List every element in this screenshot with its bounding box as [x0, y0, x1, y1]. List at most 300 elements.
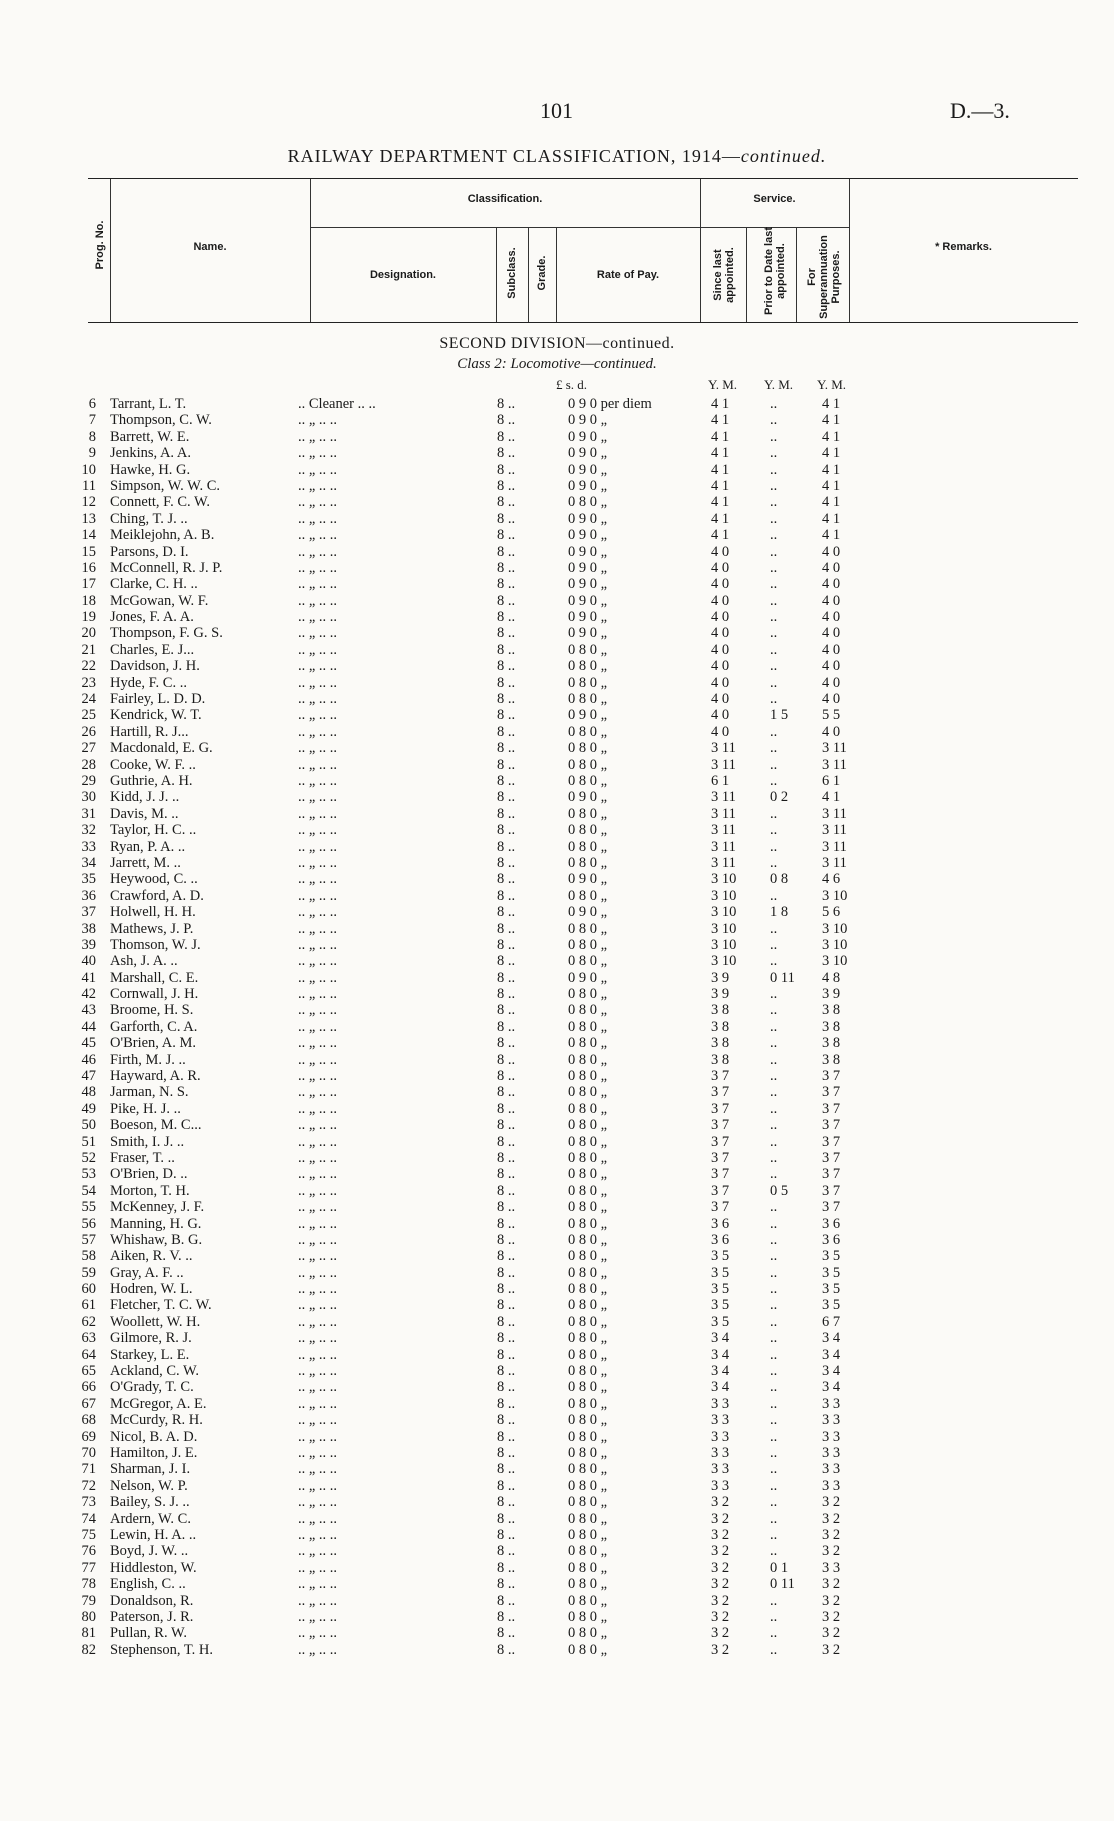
header-superannuation: For Superannuation Purposes.	[806, 235, 842, 319]
name-cell: Hodren, W. L.	[110, 1281, 193, 1298]
prog-no-cell: 60	[81, 1281, 96, 1298]
name-cell: Paterson, J. R.	[110, 1608, 194, 1625]
superannuation-cell: 4 1	[822, 494, 841, 511]
table-row	[0, 953, 1114, 969]
since-last-cell: 3 11	[711, 789, 736, 806]
superannuation-cell: 3 3	[822, 1559, 841, 1576]
prog-no-cell: 75	[81, 1526, 96, 1543]
since-last-cell: 4 0	[711, 691, 730, 708]
superannuation-cell: 3 7	[822, 1199, 841, 1216]
table-row	[0, 1412, 1114, 1428]
subclass-cell: 8 ..	[497, 1281, 516, 1298]
rate-of-pay-cell: 0 8 0 „	[568, 1084, 608, 1101]
designation-cell: .. „ .. ..	[298, 527, 338, 544]
rate-of-pay-cell: 0 8 0 „	[568, 1592, 608, 1609]
name-cell: O'Brien, A. M.	[110, 1035, 196, 1052]
table-row	[0, 970, 1114, 986]
rate-of-pay-cell: 0 8 0 „	[568, 1608, 608, 1625]
designation-cell: .. „ .. ..	[298, 1264, 338, 1281]
rate-of-pay-cell: 0 9 0 „	[568, 904, 608, 921]
header-subclass: Subclass.	[506, 247, 518, 299]
prog-no-cell: 51	[81, 1133, 96, 1150]
prior-to-cell: ..	[770, 1379, 778, 1396]
prog-no-cell: 14	[81, 527, 96, 544]
name-cell: Charles, E. J...	[110, 641, 195, 658]
since-last-cell: 3 3	[711, 1477, 730, 1494]
superannuation-cell: 3 2	[822, 1608, 841, 1625]
since-last-cell: 3 10	[711, 904, 737, 921]
name-cell: Hamilton, J. E.	[110, 1445, 198, 1461]
subclass-cell: 8 ..	[497, 1526, 516, 1543]
subclass-cell: 8 ..	[497, 1133, 516, 1150]
prior-to-cell: ..	[770, 1330, 778, 1347]
subclass-cell: 8 ..	[497, 953, 516, 970]
rate-of-pay-cell: 0 8 0 „	[568, 1526, 608, 1543]
rate-of-pay-cell: 0 8 0 „	[568, 1100, 608, 1117]
since-last-cell: 3 5	[711, 1264, 730, 1281]
rate-of-pay-cell: 0 8 0 „	[568, 1445, 608, 1461]
subclass-cell: 8 ..	[497, 625, 516, 642]
rate-of-pay-cell: 0 8 0 „	[568, 1002, 608, 1019]
name-cell: Nelson, W. P.	[110, 1477, 188, 1494]
prog-no-cell: 65	[81, 1363, 96, 1380]
subclass-cell: 8 ..	[497, 1346, 516, 1363]
subclass-cell: 8 ..	[497, 691, 516, 708]
subclass-cell: 8 ..	[497, 854, 516, 871]
prog-no-cell: 49	[81, 1100, 96, 1117]
designation-cell: .. „ .. ..	[298, 477, 338, 494]
since-last-cell: 3 2	[711, 1526, 730, 1543]
superannuation-cell: 4 1	[822, 428, 841, 445]
designation-cell: .. „ .. ..	[298, 1149, 338, 1166]
rate-of-pay-cell: 0 8 0 „	[568, 1395, 608, 1412]
superannuation-cell: 3 8	[822, 1035, 841, 1052]
since-last-cell: 3 4	[711, 1330, 730, 1347]
prog-no-cell: 66	[81, 1379, 96, 1396]
since-last-cell: 3 3	[711, 1428, 730, 1445]
subclass-cell: 8 ..	[497, 592, 516, 609]
since-last-cell: 4 0	[711, 625, 730, 642]
table-row	[0, 1609, 1114, 1625]
superannuation-cell: 4 0	[822, 723, 841, 740]
superannuation-cell: 4 1	[822, 527, 841, 544]
prog-no-cell: 40	[81, 953, 96, 970]
subclass-cell: 8 ..	[497, 1625, 516, 1642]
rate-of-pay-cell: 0 8 0 „	[568, 1149, 608, 1166]
rate-of-pay-cell: 0 8 0 „	[568, 822, 608, 839]
since-last-cell: 3 5	[711, 1281, 730, 1298]
name-cell: Starkey, L. E.	[110, 1346, 190, 1363]
designation-cell: .. „ .. ..	[298, 1100, 338, 1117]
rate-of-pay-cell: 0 9 0 „	[568, 527, 608, 544]
name-cell: Ash, J. A. ..	[110, 953, 178, 970]
since-last-cell: 3 2	[711, 1510, 730, 1527]
superannuation-cell: 3 8	[822, 1018, 841, 1035]
name-cell: Aiken, R. V. ..	[110, 1248, 193, 1265]
designation-cell: .. „ .. ..	[298, 1248, 338, 1265]
name-cell: Gray, A. F. ..	[110, 1264, 184, 1281]
prog-no-cell: 78	[81, 1576, 96, 1593]
rate-of-pay-cell: 0 8 0 „	[568, 674, 608, 691]
rate-of-pay-cell: 0 8 0 „	[568, 1625, 608, 1642]
name-cell: Kendrick, W. T.	[110, 707, 202, 724]
header-classification: Classification.	[467, 193, 543, 205]
table-row	[0, 1084, 1114, 1100]
rate-of-pay-cell: 0 9 0 „	[568, 576, 608, 593]
name-cell: Mathews, J. P.	[110, 920, 194, 937]
subclass-cell: 8 ..	[497, 1559, 516, 1576]
since-last-cell: 3 2	[711, 1543, 730, 1560]
superannuation-cell: 4 0	[822, 658, 841, 675]
superannuation-cell: 3 11	[822, 756, 847, 773]
subclass-cell: 8 ..	[497, 986, 516, 1003]
prior-to-cell: ..	[770, 477, 778, 494]
prog-no-cell: 12	[81, 494, 96, 511]
subclass-cell: 8 ..	[497, 396, 516, 412]
prior-to-cell: ..	[770, 1133, 778, 1150]
subclass-cell: 8 ..	[497, 1363, 516, 1380]
since-last-cell: 3 4	[711, 1346, 730, 1363]
subclass-cell: 8 ..	[497, 477, 516, 494]
table-row	[0, 445, 1114, 461]
prog-no-cell: 16	[81, 559, 96, 576]
table-row	[0, 757, 1114, 773]
table-row	[0, 839, 1114, 855]
name-cell: Tarrant, L. T.	[110, 396, 187, 412]
since-last-cell: 3 5	[711, 1297, 730, 1314]
designation-cell: .. „ .. ..	[298, 1330, 338, 1347]
name-cell: Meiklejohn, A. B.	[110, 527, 215, 544]
subclass-cell: 8 ..	[497, 1330, 516, 1347]
since-last-cell: 3 3	[711, 1445, 730, 1461]
superannuation-cell: 4 0	[822, 543, 841, 560]
prior-to-cell: 0 2	[770, 789, 789, 806]
header-rate-of-pay: Rate of Pay.	[596, 269, 660, 281]
superannuation-cell: 3 7	[822, 1133, 841, 1150]
superannuation-cell: 4 1	[822, 461, 841, 478]
subclass-cell: 8 ..	[497, 658, 516, 675]
subclass-cell: 8 ..	[497, 576, 516, 593]
designation-cell: .. „ .. ..	[298, 1297, 338, 1314]
designation-cell: .. „ .. ..	[298, 838, 338, 855]
prior-to-cell: ..	[770, 1084, 778, 1101]
prog-no-cell: 50	[81, 1117, 96, 1134]
prior-to-cell: ..	[770, 1608, 778, 1625]
name-cell: Davis, M. ..	[110, 805, 179, 822]
name-cell: Taylor, H. C. ..	[110, 822, 197, 839]
table-row	[0, 1002, 1114, 1018]
designation-cell: .. „ .. ..	[298, 707, 338, 724]
table-row	[0, 625, 1114, 641]
name-cell: Connett, F. C. W.	[110, 494, 210, 511]
superannuation-cell: 4 0	[822, 609, 841, 626]
designation-cell: .. „ .. ..	[298, 1641, 338, 1658]
prog-no-cell: 23	[81, 674, 96, 691]
subclass-cell: 8 ..	[497, 1248, 516, 1265]
subclass-cell: 8 ..	[497, 1461, 516, 1478]
subclass-cell: 8 ..	[497, 674, 516, 691]
since-last-cell: 4 0	[711, 576, 730, 593]
designation-cell: .. „ .. ..	[298, 1346, 338, 1363]
rate-of-pay-cell: 0 8 0 „	[568, 723, 608, 740]
since-last-cell: 3 10	[711, 936, 737, 953]
subclass-cell: 8 ..	[497, 1641, 516, 1658]
superannuation-cell: 3 11	[822, 854, 847, 871]
prog-no-cell: 52	[81, 1149, 96, 1166]
prior-to-cell: ..	[770, 1264, 778, 1281]
since-last-cell: 3 11	[711, 740, 736, 757]
superannuation-cell: 4 1	[822, 789, 841, 806]
rate-of-pay-cell: 0 8 0 „	[568, 641, 608, 658]
prog-no-cell: 45	[81, 1035, 96, 1052]
subclass-cell: 8 ..	[497, 1395, 516, 1412]
since-last-cell: 3 3	[711, 1461, 730, 1478]
superannuation-cell: 5 6	[822, 904, 841, 921]
designation-cell: .. „ .. ..	[298, 1625, 338, 1642]
prior-to-cell: ..	[770, 1428, 778, 1445]
superannuation-cell: 3 4	[822, 1346, 841, 1363]
table-row	[0, 691, 1114, 707]
superannuation-cell: 3 11	[822, 838, 847, 855]
prior-to-cell: ..	[770, 1002, 778, 1019]
designation-cell: .. „ .. ..	[298, 1461, 338, 1478]
prior-to-cell: ..	[770, 1149, 778, 1166]
name-cell: Jenkins, A. A.	[110, 445, 191, 462]
name-cell: Boyd, J. W. ..	[110, 1543, 189, 1560]
prog-no-cell: 9	[88, 445, 96, 462]
name-cell: Guthrie, A. H.	[110, 772, 193, 789]
superannuation-cell: 4 1	[822, 445, 841, 462]
name-cell: Hiddleston, W.	[110, 1559, 197, 1576]
name-cell: Barrett, W. E.	[110, 428, 190, 445]
designation-cell: .. „ .. ..	[298, 1215, 338, 1232]
prog-no-cell: 33	[81, 838, 96, 855]
prior-to-cell: ..	[770, 1166, 778, 1183]
prog-no-cell: 28	[81, 756, 96, 773]
designation-cell: .. „ .. ..	[298, 1068, 338, 1085]
table-row	[0, 494, 1114, 510]
table-row	[0, 642, 1114, 658]
prior-to-cell: ..	[770, 1526, 778, 1543]
designation-cell: .. „ .. ..	[298, 1592, 338, 1609]
rate-of-pay-cell: 0 8 0 „	[568, 1248, 608, 1265]
since-last-cell: 3 9	[711, 986, 730, 1003]
prog-no-cell: 64	[81, 1346, 96, 1363]
rate-of-pay-cell: 0 8 0 „	[568, 1068, 608, 1085]
prog-no-cell: 62	[81, 1313, 96, 1330]
subclass-cell: 8 ..	[497, 887, 516, 904]
designation-cell: .. „ .. ..	[298, 1412, 338, 1429]
table-row	[0, 1347, 1114, 1363]
designation-cell: .. „ .. ..	[298, 1002, 338, 1019]
name-cell: Boeson, M. C...	[110, 1117, 202, 1134]
name-cell: Heywood, C. ..	[110, 871, 198, 888]
table-row	[0, 921, 1114, 937]
table-row	[0, 658, 1114, 674]
superannuation-cell: 3 4	[822, 1363, 841, 1380]
prog-no-cell: 35	[81, 871, 96, 888]
units-pay: £ s. d.	[556, 377, 588, 392]
prog-no-cell: 30	[81, 789, 96, 806]
rate-of-pay-cell: 0 8 0 „	[568, 838, 608, 855]
prior-to-cell: ..	[770, 1461, 778, 1478]
rate-of-pay-cell: 0 8 0 „	[568, 1133, 608, 1150]
name-cell: Jarrett, M. ..	[110, 854, 181, 871]
prior-to-cell: ..	[770, 1510, 778, 1527]
designation-cell: .. „ .. ..	[298, 822, 338, 839]
prog-no-cell: 81	[81, 1625, 96, 1642]
rate-of-pay-cell: 0 8 0 „	[568, 1346, 608, 1363]
page-title	[0, 146, 1114, 167]
prior-to-cell: ..	[770, 740, 778, 757]
prior-to-cell: ..	[770, 953, 778, 970]
prog-no-cell: 34	[81, 854, 96, 871]
since-last-cell: 6 1	[711, 772, 730, 789]
subclass-cell: 8 ..	[497, 1313, 516, 1330]
since-last-cell: 4 1	[711, 445, 730, 462]
header-name: Name.	[193, 241, 227, 253]
since-last-cell: 3 2	[711, 1592, 730, 1609]
prior-to-cell: ..	[770, 936, 778, 953]
subclass-cell: 8 ..	[497, 822, 516, 839]
since-last-cell: 3 7	[711, 1068, 730, 1085]
designation-cell: .. „ .. ..	[298, 772, 338, 789]
subclass-cell: 8 ..	[497, 969, 516, 986]
table-row	[0, 511, 1114, 527]
name-cell: Hyde, F. C. ..	[110, 674, 187, 691]
prior-to-cell: ..	[770, 723, 778, 740]
prior-to-cell: 0 5	[770, 1182, 789, 1199]
table-row	[0, 1134, 1114, 1150]
since-last-cell: 4 1	[711, 494, 730, 511]
prior-to-cell: ..	[770, 1641, 778, 1658]
subclass-cell: 8 ..	[497, 609, 516, 626]
superannuation-cell: 3 2	[822, 1592, 841, 1609]
superannuation-cell: 3 5	[822, 1248, 841, 1265]
superannuation-cell: 4 0	[822, 576, 841, 593]
prog-no-cell: 80	[81, 1608, 96, 1625]
table-row	[0, 1199, 1114, 1215]
prior-to-cell: ..	[770, 1051, 778, 1068]
rate-of-pay-cell: 0 8 0 „	[568, 1051, 608, 1068]
prior-to-cell: ..	[770, 674, 778, 691]
table-row	[0, 1445, 1114, 1461]
prog-no-cell: 79	[81, 1592, 96, 1609]
name-cell: Nicol, B. A. D.	[110, 1428, 198, 1445]
prior-to-cell: 0 11	[770, 969, 795, 986]
name-cell: Garforth, C. A.	[110, 1018, 198, 1035]
since-last-cell: 4 0	[711, 543, 730, 560]
superannuation-cell: 3 10	[822, 953, 848, 970]
subsection-heading: Class 2: Locomotive—continued.	[457, 356, 657, 372]
designation-cell: .. „ .. ..	[298, 740, 338, 757]
designation-cell: .. „ .. ..	[298, 559, 338, 576]
designation-cell: .. „ .. ..	[298, 494, 338, 511]
prior-to-cell: 0 11	[770, 1576, 795, 1593]
prior-to-cell: ..	[770, 854, 778, 871]
subclass-cell: 8 ..	[497, 1477, 516, 1494]
name-cell: O'Grady, T. C.	[110, 1379, 194, 1396]
rate-of-pay-cell: 0 9 0 „	[568, 789, 608, 806]
table-row	[0, 429, 1114, 445]
designation-cell: .. „ .. ..	[298, 854, 338, 871]
prior-to-cell: ..	[770, 1313, 778, 1330]
name-cell: Parsons, D. I.	[110, 543, 189, 560]
rate-of-pay-cell: 0 8 0 „	[568, 920, 608, 937]
table-row	[0, 855, 1114, 871]
prior-to-cell: ..	[770, 805, 778, 822]
superannuation-cell: 3 6	[822, 1231, 841, 1248]
superannuation-cell: 3 11	[822, 822, 847, 839]
table-row	[0, 1625, 1114, 1641]
designation-cell: .. „ .. ..	[298, 428, 338, 445]
table-row	[0, 1560, 1114, 1576]
since-last-cell: 4 0	[711, 641, 730, 658]
name-cell: Ardern, W. C.	[110, 1510, 191, 1527]
table-row	[0, 740, 1114, 756]
superannuation-cell: 3 3	[822, 1428, 841, 1445]
table-row	[0, 1527, 1114, 1543]
prior-to-cell: ..	[770, 510, 778, 527]
table-row	[0, 1035, 1114, 1051]
prog-no-cell: 59	[81, 1264, 96, 1281]
superannuation-cell: 3 10	[822, 936, 848, 953]
superannuation-cell: 3 9	[822, 986, 841, 1003]
rate-of-pay-cell: 0 8 0 „	[568, 1559, 608, 1576]
subclass-cell: 8 ..	[497, 789, 516, 806]
table-row	[0, 789, 1114, 805]
superannuation-cell: 3 3	[822, 1395, 841, 1412]
designation-cell: .. „ .. ..	[298, 969, 338, 986]
designation-cell: .. „ .. ..	[298, 641, 338, 658]
designation-cell: .. „ .. ..	[298, 723, 338, 740]
name-cell: Cooke, W. F. ..	[110, 756, 196, 773]
prog-no-cell: 8	[88, 428, 96, 445]
prior-to-cell: 0 8	[770, 871, 789, 888]
designation-cell: .. „ .. ..	[298, 920, 338, 937]
prog-no-cell: 11	[82, 477, 96, 494]
prog-no-cell: 56	[81, 1215, 96, 1232]
rate-of-pay-cell: 0 8 0 „	[568, 1510, 608, 1527]
prior-to-cell: ..	[770, 1494, 778, 1511]
name-cell: Fairley, L. D. D.	[110, 691, 206, 708]
table-row	[0, 1511, 1114, 1527]
prog-no-cell: 13	[81, 510, 96, 527]
designation-cell: .. „ .. ..	[298, 986, 338, 1003]
table-row	[0, 1248, 1114, 1264]
name-cell: Gilmore, R. J.	[110, 1330, 192, 1347]
prog-no-cell: 47	[81, 1068, 96, 1085]
subclass-cell: 8 ..	[497, 920, 516, 937]
designation-cell: .. „ .. ..	[298, 1117, 338, 1134]
prog-no-cell: 27	[81, 740, 96, 757]
name-cell: Broome, H. S.	[110, 1002, 194, 1019]
subclass-cell: 8 ..	[497, 1035, 516, 1052]
prog-no-cell: 31	[81, 805, 96, 822]
prog-no-cell: 54	[81, 1182, 96, 1199]
since-last-cell: 3 10	[711, 871, 737, 888]
subclass-cell: 8 ..	[497, 1445, 516, 1461]
prior-to-cell: ..	[770, 461, 778, 478]
prog-no-cell: 37	[81, 904, 96, 921]
rate-of-pay-cell: 0 9 0 „	[568, 871, 608, 888]
superannuation-cell: 4 1	[822, 396, 841, 412]
superannuation-cell: 3 8	[822, 1002, 841, 1019]
table-row	[0, 707, 1114, 723]
designation-cell: .. „ .. ..	[298, 1395, 338, 1412]
designation-cell: .. „ .. ..	[298, 789, 338, 806]
rate-of-pay-cell: 0 8 0 „	[568, 1166, 608, 1183]
